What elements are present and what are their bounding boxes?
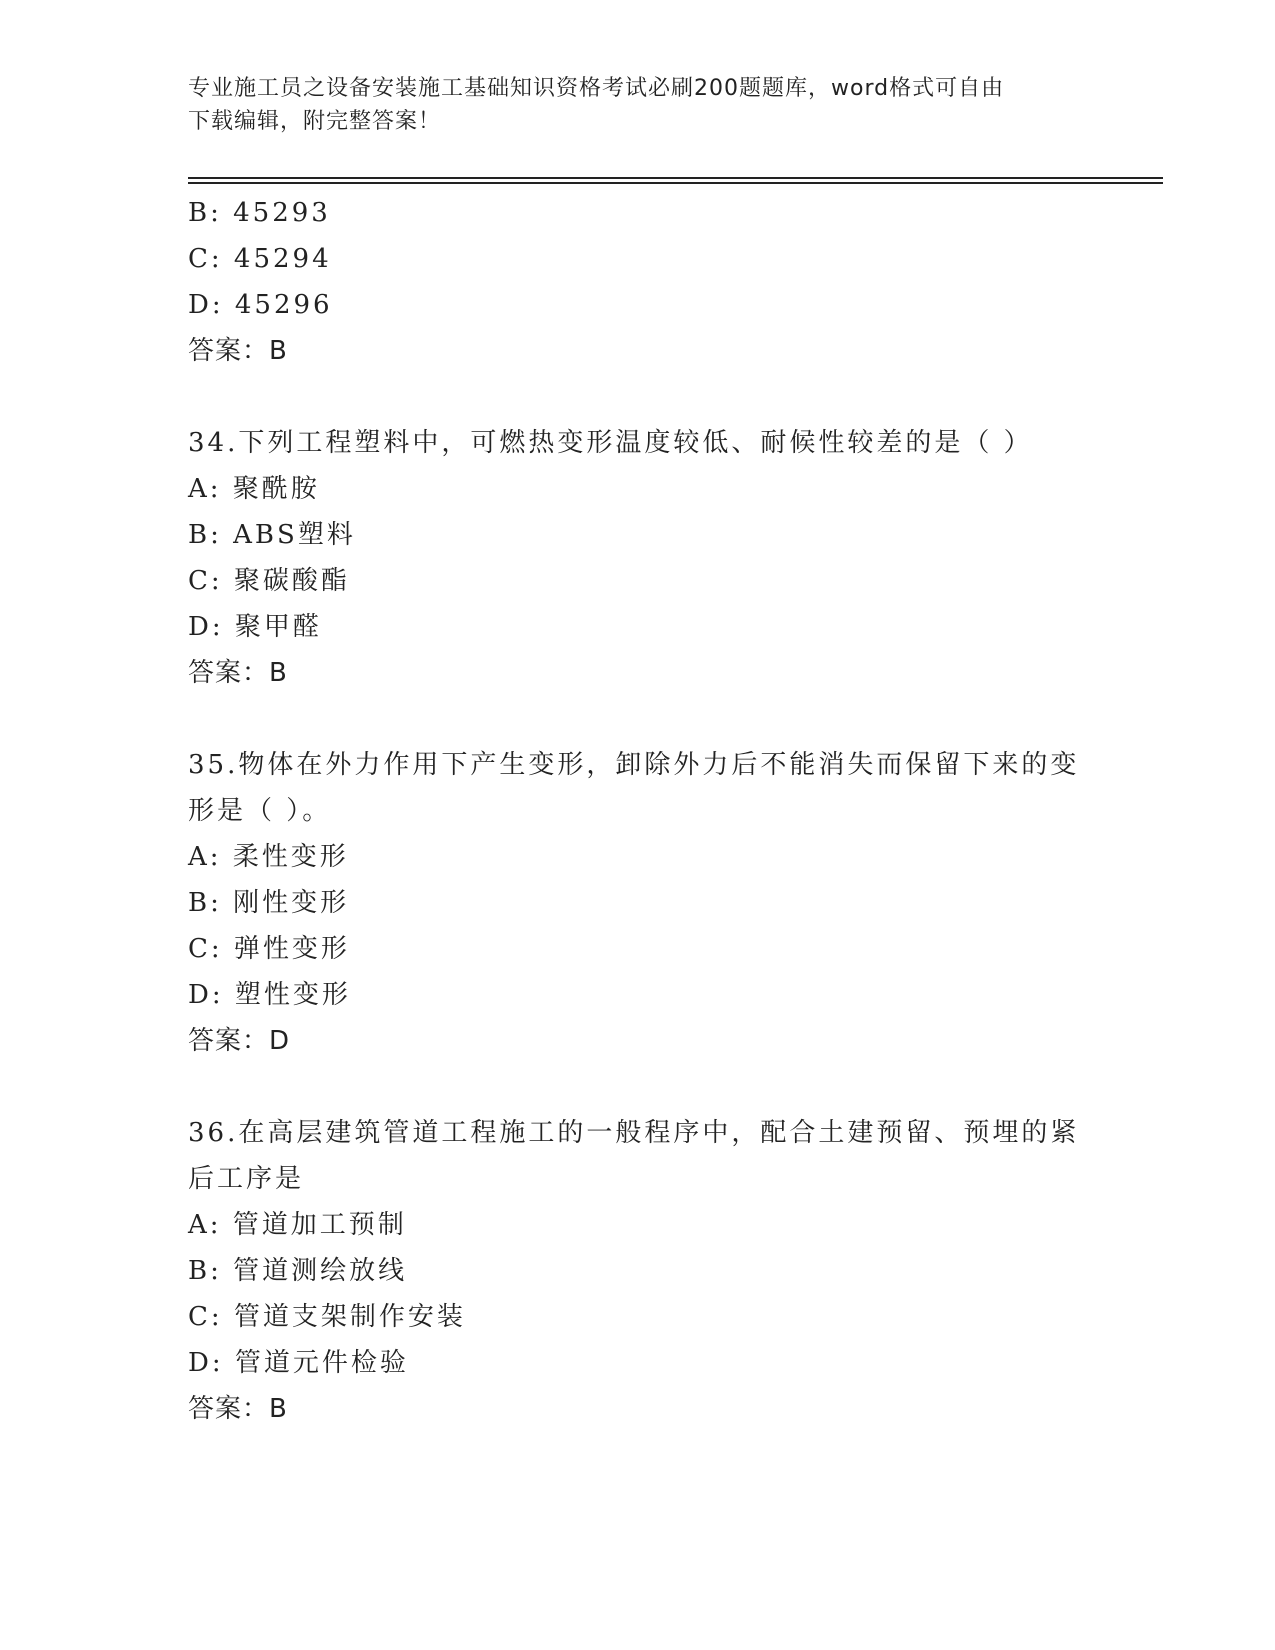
answer-line: 答案：B xyxy=(188,336,288,366)
option-c: C: 弹性变形 xyxy=(188,934,350,964)
spacer xyxy=(188,1064,1108,1110)
question-35 xyxy=(188,742,1108,1064)
question-34 xyxy=(188,420,1108,696)
spacer xyxy=(188,374,1108,420)
answer-line: 答案：B xyxy=(188,658,288,688)
question-text-line-1: 36.在高层建筑管道工程施工的一般程序中，配合土建预留、预埋的紧 xyxy=(188,1118,1080,1148)
option-d: D: 45296 xyxy=(188,290,333,320)
option-d: D: 聚甲醛 xyxy=(188,612,322,642)
question-text-line-1: 35.物体在外力作用下产生变形，卸除外力后不能消失而保留下来的变 xyxy=(188,750,1080,780)
question-36 xyxy=(188,1110,1108,1432)
question-list xyxy=(188,190,1108,1432)
option-b: B: ABS塑料 xyxy=(188,520,356,550)
option-c: C: 45294 xyxy=(188,244,332,274)
option-b: B: 45293 xyxy=(188,198,331,228)
document-header xyxy=(188,72,1088,138)
spacer xyxy=(188,696,1108,742)
option-b: B: 刚性变形 xyxy=(188,888,350,918)
option-a: A: 聚酰胺 xyxy=(188,474,320,504)
header-rule-top xyxy=(188,177,1163,179)
question-text-line-2: 形是（ ）。 xyxy=(188,796,332,826)
header-rule-bottom xyxy=(188,182,1163,184)
answer-line: 答案：D xyxy=(188,1026,291,1056)
question-33-continuation xyxy=(188,190,1108,374)
option-a: A: 柔性变形 xyxy=(188,842,349,872)
question-text-line-2: 后工序是 xyxy=(188,1164,305,1194)
option-d: D: 管道元件检验 xyxy=(188,1348,409,1378)
option-a: A: 管道加工预制 xyxy=(188,1210,407,1240)
question-text: 34.下列工程塑料中，可燃热变形温度较低、耐候性较差的是（ ） xyxy=(188,428,1033,458)
answer-line: 答案：B xyxy=(188,1394,288,1424)
option-c: C: 管道支架制作安装 xyxy=(188,1302,466,1332)
option-c: C: 聚碳酸酯 xyxy=(188,566,350,596)
header-title-line-2: 下载编辑，附完整答案！ xyxy=(188,109,442,134)
header-title-line-1: 专业施工员之设备安装施工基础知识资格考试必刷200题题库，word格式可自由 xyxy=(188,76,1005,101)
option-d: D: 塑性变形 xyxy=(188,980,351,1010)
option-b: B: 管道测绘放线 xyxy=(188,1256,408,1286)
